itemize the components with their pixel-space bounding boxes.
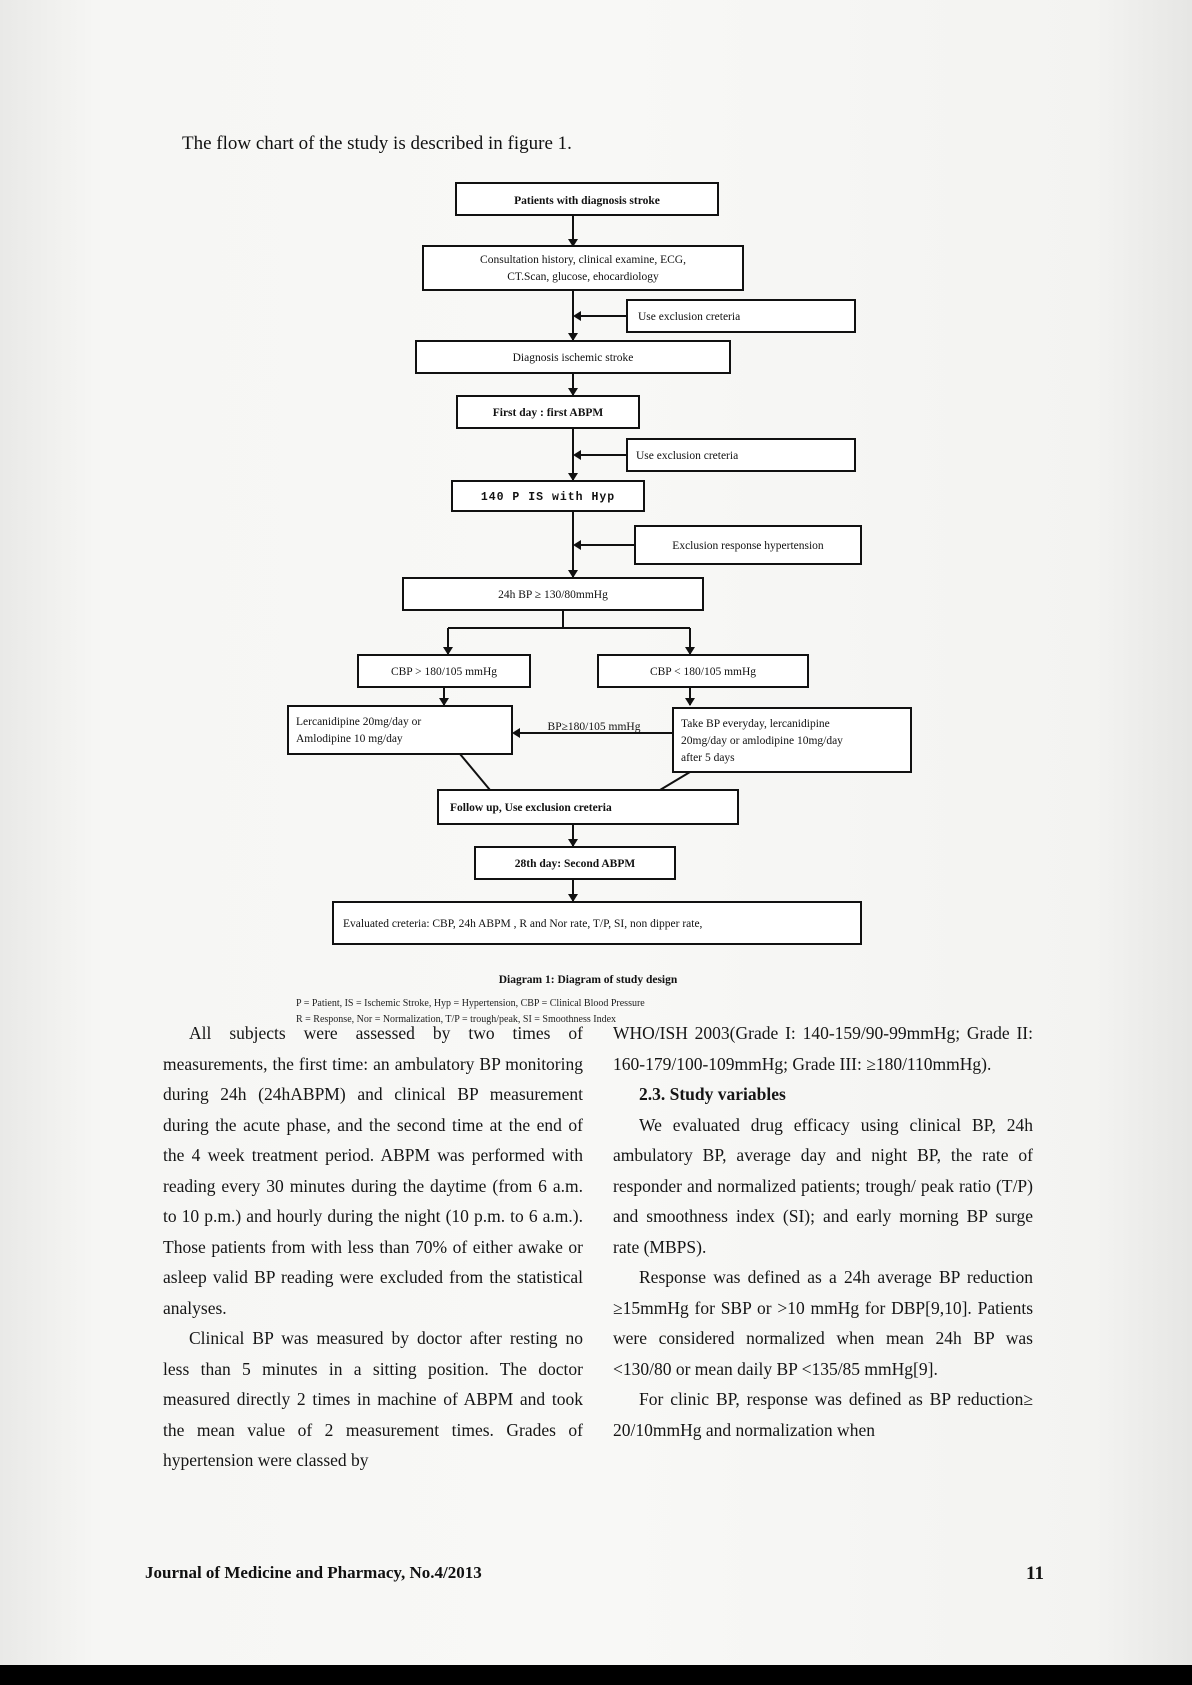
flow-box-left-treatment bbox=[288, 706, 512, 754]
intro-text: The flow chart of the study is described in figure 1. bbox=[182, 133, 572, 154]
flow-text-left-treatment-2: Amlodipine 10 mg/day bbox=[296, 733, 403, 745]
flow-text-140-patients: 140 P IS with Hyp bbox=[480, 491, 616, 504]
arrow-head bbox=[568, 894, 578, 902]
section-heading: 2.3. Study variables bbox=[639, 1084, 786, 1104]
flow-text-right-treatment-3: after 5 days bbox=[681, 752, 735, 764]
flow-text-patients: Patients with diagnosis stroke bbox=[514, 195, 660, 207]
flow-text-right-treatment-1: Take BP everyday, lercanidipine bbox=[681, 718, 830, 730]
page-number: 11 bbox=[1026, 1563, 1044, 1584]
arrow-head bbox=[568, 388, 578, 396]
journal-footer: Journal of Medicine and Pharmacy, No.4/2013 bbox=[145, 1563, 482, 1582]
arrow-head bbox=[568, 333, 578, 341]
arrow-head bbox=[568, 570, 578, 578]
arrow-head bbox=[573, 540, 581, 550]
flow-text-exclusion-response: Exclusion response hypertension bbox=[672, 540, 824, 552]
abbreviation-note-2: R = Response, Nor = Normalization, T/P = trough/peak, SI = Smoothness Index bbox=[296, 1014, 617, 1025]
arrow-head bbox=[573, 450, 581, 460]
flow-text-right-treatment-2: 20mg/day or amlodipine 10mg/day bbox=[681, 735, 843, 747]
arrow-head bbox=[685, 698, 695, 706]
arrow-head bbox=[443, 647, 453, 655]
flow-text-cbp-high: CBP > 180/105 mmHg bbox=[390, 666, 498, 678]
flow-text-consultation-1: Consultation history, clinical examine, ECG, bbox=[480, 254, 686, 266]
flow-box-consultation bbox=[423, 246, 743, 290]
flow-text-follow-up: Follow up, Use exclusion creteria bbox=[450, 802, 612, 814]
flow-text-second-abpm: 28th day: Second ABPM bbox=[514, 858, 636, 870]
arrow-head bbox=[439, 698, 449, 706]
flow-text-consultation-2: CT.Scan, glucose, ehocardiology bbox=[507, 271, 659, 283]
arrow-head bbox=[573, 311, 581, 321]
right-paragraph-2: We evaluated drug efficacy using clinical BP, 24h ambulatory BP, average day and night BP, the rate of responder and normalized patients; trough/ peak ratio (T/P) and smoothness index (SI); and early morning BP surge rate (MBPS). bbox=[613, 1114, 1033, 1257]
flow-text-exclusion-2: Use exclusion creteria bbox=[636, 450, 739, 462]
flow-text-middle-label: BP≥180/105 mmHg bbox=[547, 721, 641, 733]
right-paragraph-1: WHO/ISH 2003(Grade I: 140-159/90-99mmHg; Grade II: 160-179/100-109mmHg; Grade III: ≥180/110mmHg). bbox=[613, 1023, 1033, 1074]
flow-text-diagnosis: Diagnosis ischemic stroke bbox=[512, 352, 634, 364]
flow-text-first-abpm: First day : first ABPM bbox=[492, 407, 604, 419]
flow-text-24h-bp: 24h BP ≥ 130/80mmHg bbox=[498, 589, 608, 601]
right-paragraph-4: For clinic BP, response was defined as BP reduction≥ 20/10mmHg and normalization when bbox=[613, 1389, 1033, 1440]
left-paragraph-2: Clinical BP was measured by doctor after resting no less than 5 minutes in a sitting position. The doctor measured directly 2 times in machine of ABPM and took the mean value of 2 measurement times. Grades of hypertension were classed by bbox=[163, 1328, 583, 1470]
flow-connector bbox=[460, 754, 490, 790]
abbreviation-note-1: P = Patient, IS = Ischemic Stroke, Hyp = Hypertension, CBP = Clinical Blood Pressure bbox=[296, 998, 645, 1009]
right-paragraph-3: Response was defined as a 24h average BP reduction ≥15mmHg for SBP or >10 mmHg for DBP[9,10]. Patients were considered normalized when mean 24h BP was <130/80 or mean daily BP <135/85 mmHg[9]. bbox=[613, 1267, 1033, 1379]
diagram-caption: Diagram 1: Diagram of study design bbox=[498, 974, 678, 986]
left-column bbox=[163, 1018, 583, 1476]
arrow-head bbox=[568, 839, 578, 847]
flow-text-evaluated: Evaluated creteria: CBP, 24h ABPM , R and Nor rate, T/P, SI, non dipper rate, bbox=[343, 918, 703, 930]
flow-connector bbox=[660, 772, 690, 790]
right-column bbox=[613, 1018, 1033, 1445]
arrow-head bbox=[512, 728, 520, 738]
left-paragraph-1: All subjects were assessed by two times of measurements, the first time: an ambulatory BP monitoring during 24h (24hABPM) and clinical BP measurement during the acute phase, and the second time at the end of the 4 week treatment period. ABPM was performed with reading every 30 minutes during the daytime (from 6 a.m. to 10 p.m.) and hourly during the night (10 p.m. to 6 a.m.). Those patients from with less than 70% of either awake or asleep valid BP reading were excluded from the statistical analyses. bbox=[163, 1023, 583, 1318]
flow-text-left-treatment-1: Lercanidipine 20mg/day or bbox=[296, 716, 422, 728]
arrow-head bbox=[685, 647, 695, 655]
flow-text-exclusion-1: Use exclusion creteria bbox=[638, 311, 741, 323]
arrow-head bbox=[568, 473, 578, 481]
flow-text-cbp-low: CBP < 180/105 mmHg bbox=[649, 666, 757, 678]
scan-bottom-strip bbox=[0, 1665, 1192, 1685]
